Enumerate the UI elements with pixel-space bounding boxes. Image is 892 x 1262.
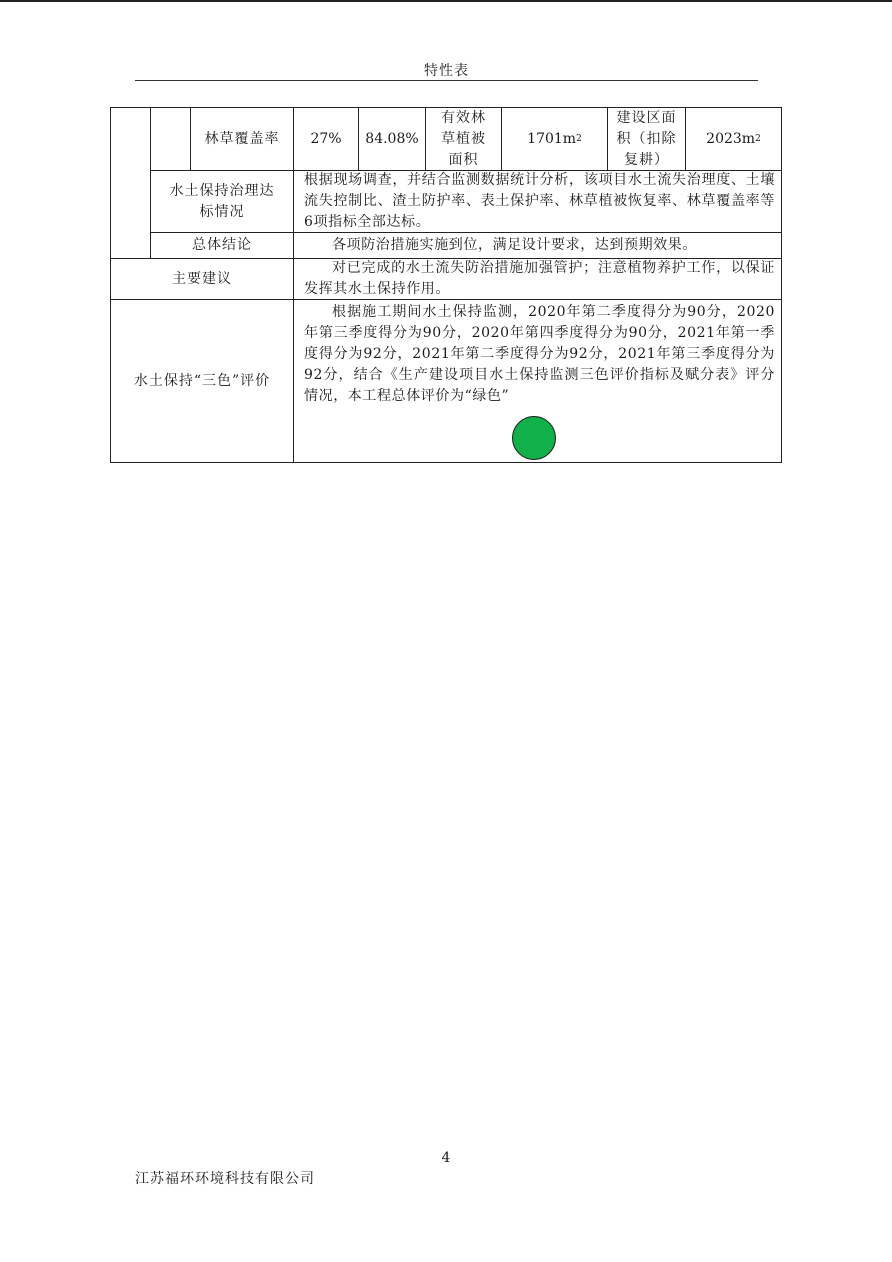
rating-text: 根据施工期间水土保持监测，2020年第二季度得分为90分，2020年第三季度得分为90分，2020年第四季度得分为90分，2021年第一季度得分为92分，2021年第二季度得分为92分，2021年第三季度得分为92分，结合《生产建设项目水土保持监测三色评价指标及赋分表》评分情况，本工程总体评价为“绿色” — [304, 304, 775, 404]
page-header-title: 特性表 — [135, 60, 758, 81]
effective-vegetation-area-value: 1701m 2 — [501, 107, 608, 171]
construction-area-label: 建设区面积（扣除复耕） — [607, 107, 686, 171]
coverage-target: 27% — [293, 107, 359, 171]
suggestion-label: 主要建议 — [110, 258, 294, 300]
construction-value-text: 2023m — [706, 130, 756, 147]
rating-label: 水土保持“三色”评价 — [110, 299, 294, 463]
area-value-text: 1701m — [527, 130, 577, 147]
suggestion-text-cell — [293, 258, 782, 300]
conclusion-text: 各项防治措施实施到位，满足设计要求，达到预期效果。 — [332, 237, 697, 253]
compliance-text: 根据现场调查，并结合监测数据统计分析，该项目水土流失治理度、土壤流失控制比、渣土防护率、表土保护率、林草植被恢复率、林草覆盖率等6项指标全部达标。 — [293, 170, 782, 233]
conclusion-label: 总体结论 — [150, 232, 294, 259]
suggestion-text: 对已完成的水土流失防治措施加强管护；注意植物养护工作，以保证发挥其水土保持作用。 — [304, 260, 775, 297]
compliance-label: 水土保持治理达标情况 — [150, 170, 294, 233]
green-rating-indicator — [512, 416, 556, 460]
coverage-actual: 84.08% — [358, 107, 426, 171]
outer-category-cell — [110, 107, 151, 259]
page-number: 4 — [441, 1150, 451, 1166]
company-name: 江苏福环环境科技有限公司 — [135, 1171, 315, 1187]
page-top-border — [0, 0, 892, 2]
sub-category-cell — [150, 107, 191, 171]
construction-area-value: 2023m 2 — [685, 107, 782, 171]
coverage-label: 林草覆盖率 — [190, 107, 294, 171]
conclusion-text-cell — [293, 232, 782, 259]
effective-vegetation-area-label: 有效林草植被面积 — [425, 107, 502, 171]
characteristics-table — [110, 107, 782, 463]
